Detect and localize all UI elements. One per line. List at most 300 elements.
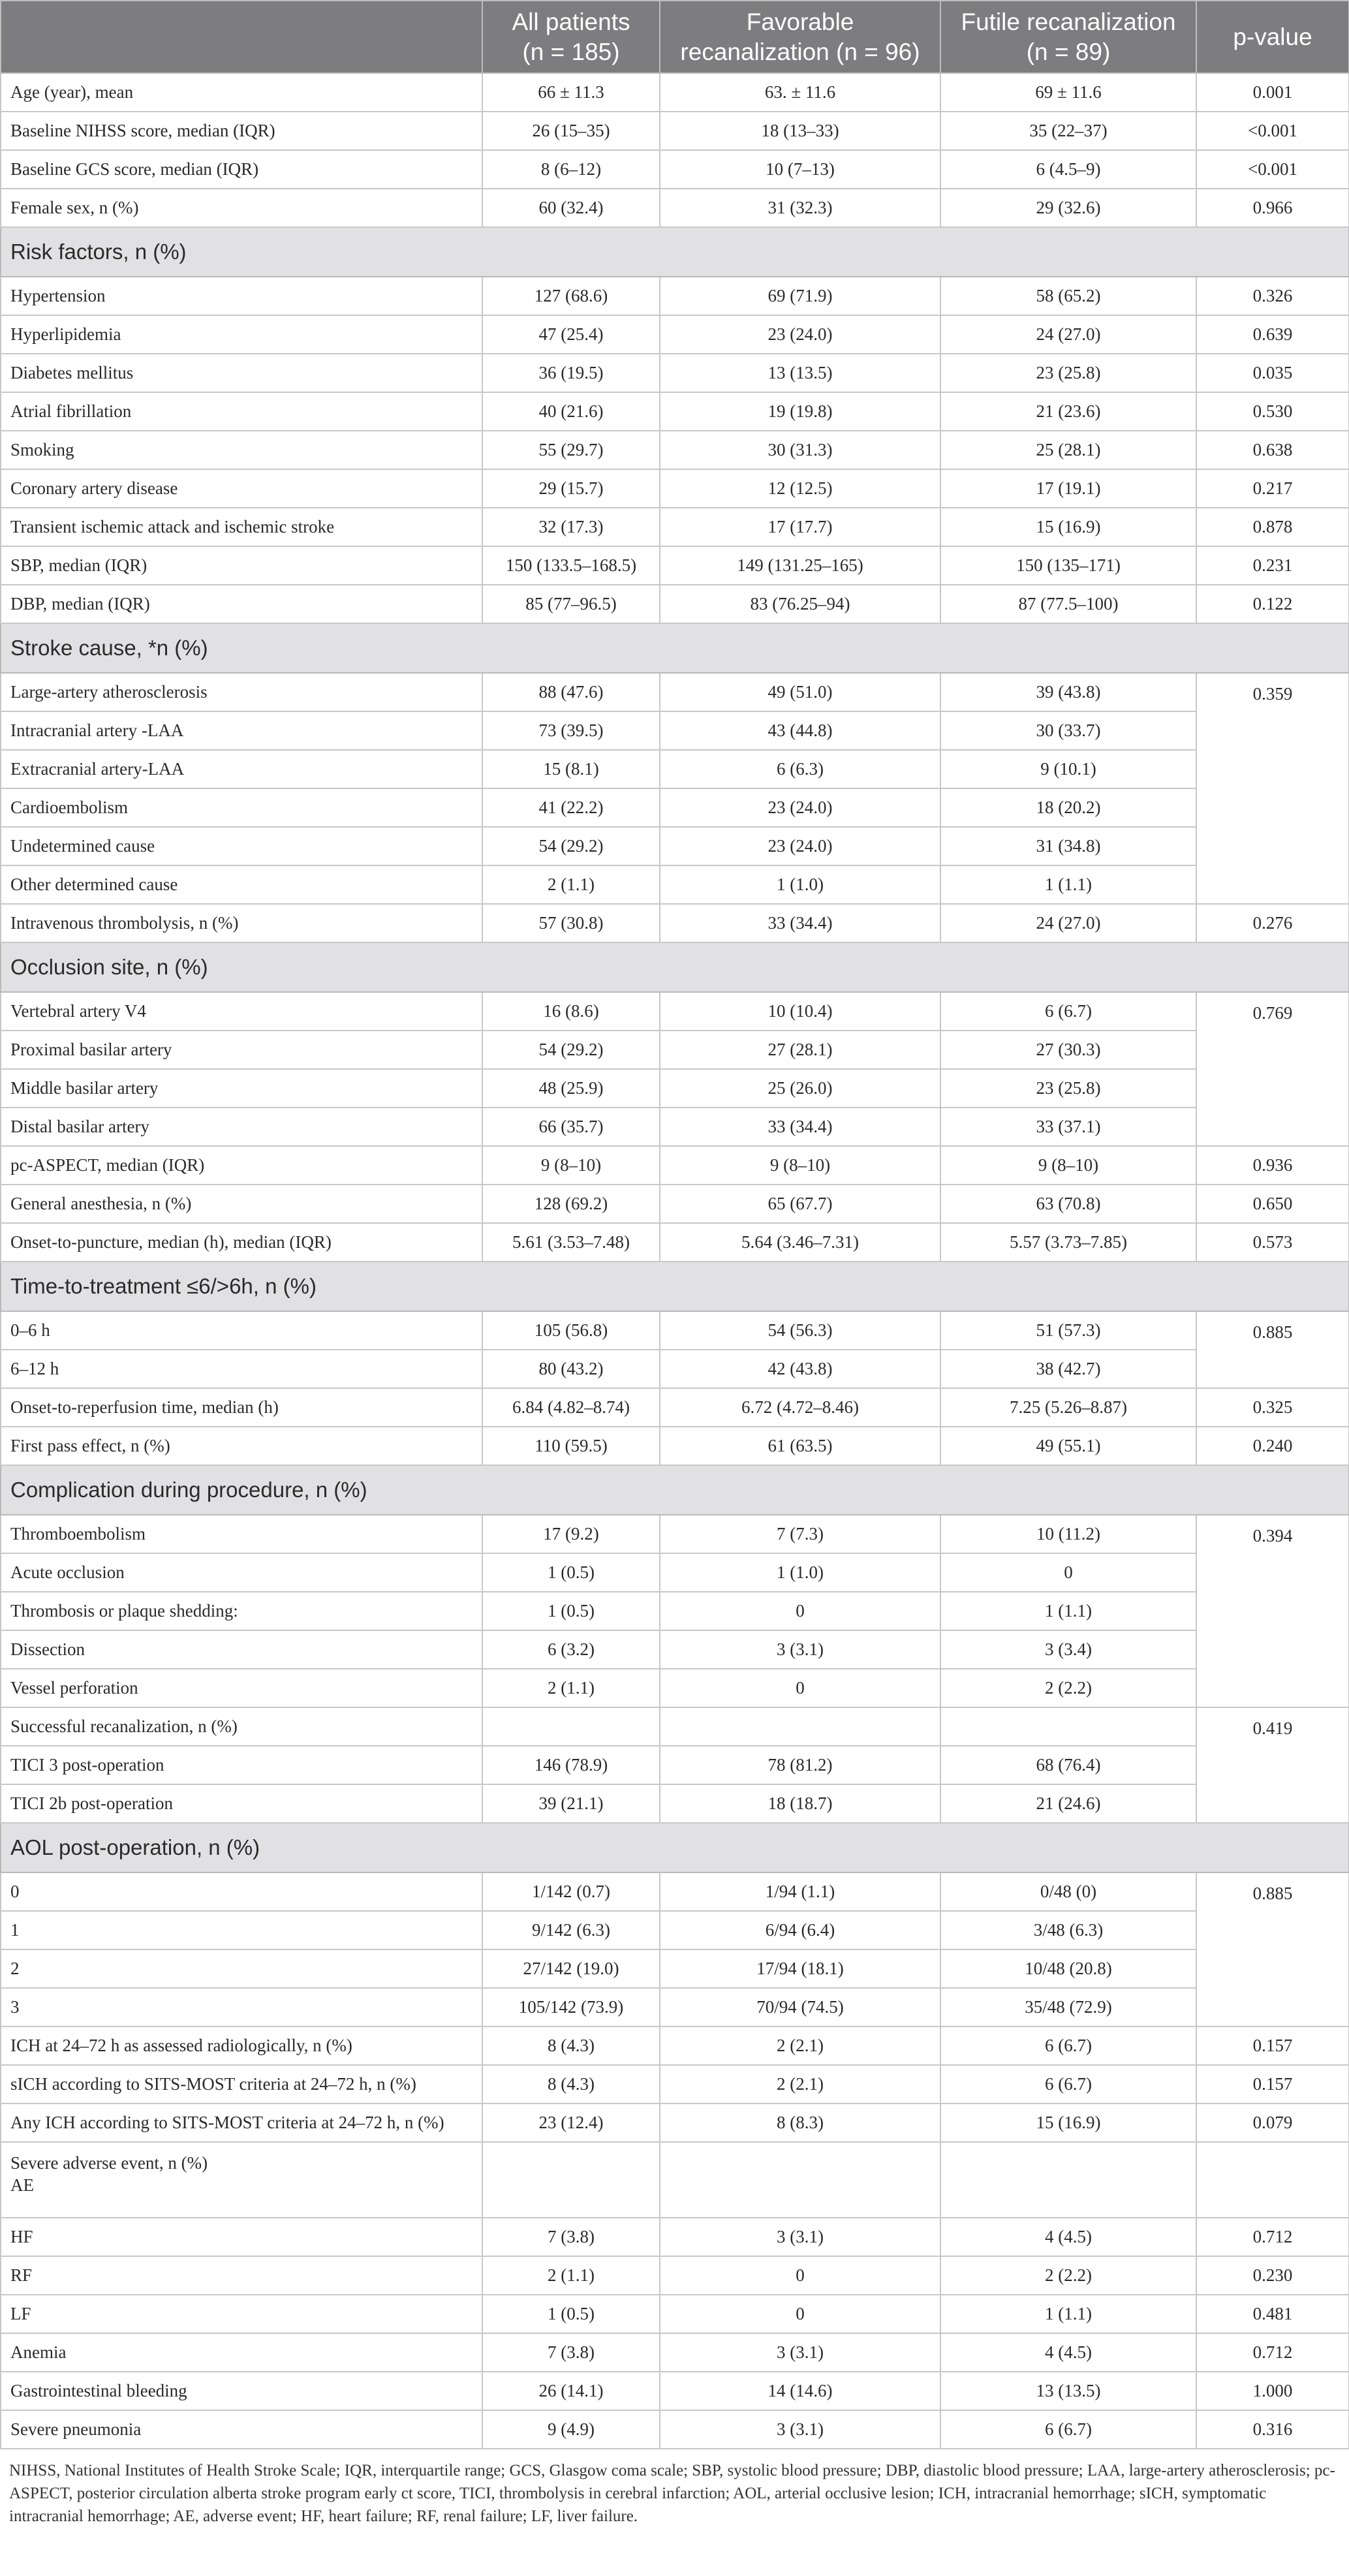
cell-favorable: 17 (17.7) — [660, 508, 940, 546]
cell-futile: 6 (6.7) — [940, 2410, 1196, 2449]
row-label: Atrial fibrillation — [1, 392, 482, 431]
cell-futile: 2 (2.2) — [940, 1669, 1196, 1707]
cell-favorable: 6 (6.3) — [660, 750, 940, 788]
cell-all-patients: 54 (29.2) — [482, 1031, 660, 1069]
cell-futile: 9 (8–10) — [940, 1146, 1196, 1185]
table-row — [1, 1515, 1349, 1553]
table-row — [1, 315, 1349, 354]
cell-p-value: 0.122 — [1196, 585, 1349, 623]
cell-all-patients: 2 (1.1) — [482, 1669, 660, 1707]
cell-all-patients: 29 (15.7) — [482, 469, 660, 508]
cell-futile: 6 (6.7) — [940, 2026, 1196, 2065]
section-title: Risk factors, n (%) — [1, 227, 1349, 277]
cell-futile: 5.57 (3.73–7.85) — [940, 1223, 1196, 1262]
row-label-line: Severe adverse event, n (%) — [10, 2153, 208, 2173]
cell-favorable: 42 (43.8) — [660, 1350, 940, 1388]
cell-futile: 17 (19.1) — [940, 469, 1196, 508]
cell-all-patients: 26 (15–35) — [482, 112, 660, 150]
cell-futile: 1 (1.1) — [940, 865, 1196, 904]
cell-p-value: 0.573 — [1196, 1223, 1349, 1262]
table-row — [1, 1311, 1349, 1350]
cell-favorable: 25 (26.0) — [660, 1069, 940, 1108]
cell-favorable — [660, 1707, 940, 1746]
cell-favorable: 14 (14.6) — [660, 2372, 940, 2410]
row-label — [1, 2142, 482, 2218]
cell-all-patients: 55 (29.7) — [482, 431, 660, 469]
row-label: Acute occlusion — [1, 1553, 482, 1592]
row-label: TICI 2b post-operation — [1, 1784, 482, 1823]
table-row — [1, 585, 1349, 623]
cell-futile: 35 (22–37) — [940, 112, 1196, 150]
cell-favorable: 2 (2.1) — [660, 2026, 940, 2065]
row-label: First pass effect, n (%) — [1, 1427, 482, 1465]
cell-p-value: 0.530 — [1196, 392, 1349, 431]
cell-futile: 0 — [940, 1553, 1196, 1592]
cell-futile: 58 (65.2) — [940, 277, 1196, 315]
cell-all-patients: 73 (39.5) — [482, 711, 660, 750]
cell-all-patients — [482, 2142, 660, 2218]
row-label: Onset-to-reperfusion time, median (h) — [1, 1388, 482, 1427]
section-title: Occlusion site, n (%) — [1, 942, 1349, 992]
cell-p-value: 0.936 — [1196, 1146, 1349, 1185]
cell-p-value: 0.325 — [1196, 1388, 1349, 1427]
cell-futile: 63 (70.8) — [940, 1185, 1196, 1223]
row-label: Female sex, n (%) — [1, 189, 482, 227]
section-title: AOL post-operation, n (%) — [1, 1823, 1349, 1872]
cell-favorable: 0 — [660, 1592, 940, 1630]
cell-all-patients: 17 (9.2) — [482, 1515, 660, 1553]
table-row — [1, 112, 1349, 150]
header-favorable-n: recanalization (n = 96) — [680, 38, 920, 65]
cell-all-patients: 66 ± 11.3 — [482, 73, 660, 112]
row-label: Large-artery atherosclerosis — [1, 673, 482, 711]
cell-futile: 49 (55.1) — [940, 1427, 1196, 1465]
table-row — [1, 1592, 1349, 1630]
row-label: LF — [1, 2295, 482, 2333]
cell-favorable: 3 (3.1) — [660, 1630, 940, 1669]
cell-favorable: 65 (67.7) — [660, 1185, 940, 1223]
table-row — [1, 1185, 1349, 1223]
table-row — [1, 1427, 1349, 1465]
table-row — [1, 2256, 1349, 2295]
table-row — [1, 1746, 1349, 1784]
cell-favorable: 33 (34.4) — [660, 1108, 940, 1146]
header-all-patients — [482, 1, 660, 73]
cell-p-value: 0.885 — [1196, 1311, 1349, 1388]
row-label: Transient ischemic attack and ischemic stroke — [1, 508, 482, 546]
cell-futile: 3/48 (6.3) — [940, 1911, 1196, 1949]
cell-all-patients: 6.84 (4.82–8.74) — [482, 1388, 660, 1427]
cell-p-value: 0.316 — [1196, 2410, 1349, 2449]
cell-all-patients: 80 (43.2) — [482, 1350, 660, 1388]
row-label: Proximal basilar artery — [1, 1031, 482, 1069]
cell-all-patients: 2 (1.1) — [482, 2256, 660, 2295]
cell-all-patients: 1 (0.5) — [482, 1553, 660, 1592]
cell-all-patients: 26 (14.1) — [482, 2372, 660, 2410]
cell-futile: 33 (37.1) — [940, 1108, 1196, 1146]
row-label: Distal basilar artery — [1, 1108, 482, 1146]
cell-favorable: 7 (7.3) — [660, 1515, 940, 1553]
table-row — [1, 431, 1349, 469]
section-title: Complication during procedure, n (%) — [1, 1465, 1349, 1515]
table-row — [1, 2065, 1349, 2103]
row-label: 0 — [1, 1872, 482, 1911]
row-label: Intravenous thrombolysis, n (%) — [1, 904, 482, 942]
cell-favorable: 6/94 (6.4) — [660, 1911, 940, 1949]
cell-futile: 150 (135–171) — [940, 546, 1196, 585]
section-header-row — [1, 942, 1349, 992]
table-row — [1, 1069, 1349, 1108]
section-header-row — [1, 1823, 1349, 1872]
cell-p-value: 0.240 — [1196, 1427, 1349, 1465]
cell-futile: 31 (34.8) — [940, 827, 1196, 865]
table-footnote: NIHSS, National Institutes of Health Stroke Scale; IQR, interquartile range; GCS, Glasgow coma scale; SBP, systolic blood pressure; DBP, diastolic blood pressure; LAA, large-artery atherosclerosis; pc-ASPECT, posterior circulation alberta stroke program early ct score, TICI, thrombolysis in cerebral infarction; AOL, arterial occlusive lesion; ICH, intracranial hemorrhage; sICH, symptomatic intracranial hemorrhage; AE, adverse event; HF, heart failure; RF, renal failure; LF, liver failure. — [9, 2462, 1335, 2525]
cell-futile: 87 (77.5–100) — [940, 585, 1196, 623]
cell-all-patients: 36 (19.5) — [482, 354, 660, 392]
cell-favorable: 70/94 (74.5) — [660, 1988, 940, 2026]
row-label: SBP, median (IQR) — [1, 546, 482, 585]
row-label: Middle basilar artery — [1, 1069, 482, 1108]
cell-favorable: 27 (28.1) — [660, 1031, 940, 1069]
cell-all-patients: 27/142 (19.0) — [482, 1949, 660, 1988]
cell-all-patients: 23 (12.4) — [482, 2103, 660, 2142]
row-label: 3 — [1, 1988, 482, 2026]
cell-favorable: 23 (24.0) — [660, 827, 940, 865]
row-label: Extracranial artery-LAA — [1, 750, 482, 788]
row-label: 6–12 h — [1, 1350, 482, 1388]
cell-all-patients: 40 (21.6) — [482, 392, 660, 431]
cell-favorable: 43 (44.8) — [660, 711, 940, 750]
cell-all-patients: 41 (22.2) — [482, 788, 660, 827]
cell-futile: 18 (20.2) — [940, 788, 1196, 827]
table-row — [1, 865, 1349, 904]
cell-futile: 24 (27.0) — [940, 315, 1196, 354]
row-label: Baseline GCS score, median (IQR) — [1, 150, 482, 189]
cell-futile — [940, 2142, 1196, 2218]
cell-favorable: 30 (31.3) — [660, 431, 940, 469]
cell-futile: 6 (6.7) — [940, 992, 1196, 1031]
header-futile-label: Futile recanalization — [961, 8, 1176, 35]
cell-favorable: 63. ± 11.6 — [660, 73, 940, 112]
cell-futile: 25 (28.1) — [940, 431, 1196, 469]
cell-futile: 35/48 (72.9) — [940, 1988, 1196, 2026]
cell-favorable: 54 (56.3) — [660, 1311, 940, 1350]
row-label: Age (year), mean — [1, 73, 482, 112]
table-row — [1, 150, 1349, 189]
table-row — [1, 1949, 1349, 1988]
cell-favorable: 10 (7–13) — [660, 150, 940, 189]
cell-p-value: 0.079 — [1196, 2103, 1349, 2142]
row-label: Severe pneumonia — [1, 2410, 482, 2449]
cell-all-patients: 7 (3.8) — [482, 2333, 660, 2372]
cell-p-value: 0.217 — [1196, 469, 1349, 508]
cell-favorable: 78 (81.2) — [660, 1746, 940, 1784]
table-row — [1, 469, 1349, 508]
section-title: Stroke cause, *n (%) — [1, 623, 1349, 673]
header-futile-n: (n = 89) — [1026, 38, 1111, 65]
cell-favorable: 3 (3.1) — [660, 2410, 940, 2449]
cell-favorable: 83 (76.25–94) — [660, 585, 940, 623]
cell-p-value: 0.359 — [1196, 673, 1349, 904]
cell-p-value: 0.639 — [1196, 315, 1349, 354]
cell-favorable: 0 — [660, 2256, 940, 2295]
cell-futile: 4 (4.5) — [940, 2218, 1196, 2256]
cell-futile: 1 (1.1) — [940, 2295, 1196, 2333]
cell-all-patients: 16 (8.6) — [482, 992, 660, 1031]
cell-favorable: 61 (63.5) — [660, 1427, 940, 1465]
cell-futile: 6 (4.5–9) — [940, 150, 1196, 189]
cell-all-patients: 7 (3.8) — [482, 2218, 660, 2256]
cell-all-patients: 105 (56.8) — [482, 1311, 660, 1350]
cell-favorable: 3 (3.1) — [660, 2333, 940, 2372]
table-row — [1, 1630, 1349, 1669]
table-row — [1, 2295, 1349, 2333]
row-label: Vessel perforation — [1, 1669, 482, 1707]
cell-all-patients: 8 (4.3) — [482, 2026, 660, 2065]
row-label: Onset-to-puncture, median (h), median (IQR) — [1, 1223, 482, 1262]
cell-p-value: 0.001 — [1196, 73, 1349, 112]
table-row — [1, 992, 1349, 1031]
row-label: HF — [1, 2218, 482, 2256]
header-futile — [940, 1, 1196, 73]
cell-futile: 39 (43.8) — [940, 673, 1196, 711]
cell-p-value: 0.276 — [1196, 904, 1349, 942]
cell-all-patients: 85 (77–96.5) — [482, 585, 660, 623]
cell-p-value: 0.966 — [1196, 189, 1349, 227]
cell-futile: 9 (10.1) — [940, 750, 1196, 788]
table-row — [1, 1388, 1349, 1427]
table-body — [1, 73, 1349, 2449]
cell-futile: 21 (23.6) — [940, 392, 1196, 431]
section-header-row — [1, 623, 1349, 673]
cell-all-patients: 105/142 (73.9) — [482, 1988, 660, 2026]
cell-futile: 30 (33.7) — [940, 711, 1196, 750]
cell-futile: 15 (16.9) — [940, 2103, 1196, 2142]
header-variable — [1, 1, 482, 73]
cell-favorable: 33 (34.4) — [660, 904, 940, 942]
cell-all-patients: 47 (25.4) — [482, 315, 660, 354]
table-row — [1, 392, 1349, 431]
cell-p-value: 0.769 — [1196, 992, 1349, 1146]
cell-futile: 1 (1.1) — [940, 1592, 1196, 1630]
cell-favorable: 19 (19.8) — [660, 392, 940, 431]
cell-p-value: 0.712 — [1196, 2218, 1349, 2256]
table-row — [1, 1669, 1349, 1707]
cell-favorable: 23 (24.0) — [660, 788, 940, 827]
cell-futile: 7.25 (5.26–8.87) — [940, 1388, 1196, 1427]
row-label: Diabetes mellitus — [1, 354, 482, 392]
cell-all-patients: 32 (17.3) — [482, 508, 660, 546]
row-label: Thromboembolism — [1, 1515, 482, 1553]
cell-favorable: 3 (3.1) — [660, 2218, 940, 2256]
cell-favorable: 13 (13.5) — [660, 354, 940, 392]
row-label: Hyperlipidemia — [1, 315, 482, 354]
cell-all-patients: 1/142 (0.7) — [482, 1872, 660, 1911]
table-row — [1, 2218, 1349, 2256]
cell-futile: 24 (27.0) — [940, 904, 1196, 942]
table-row — [1, 546, 1349, 585]
row-label: 2 — [1, 1949, 482, 1988]
cell-all-patients: 9/142 (6.3) — [482, 1911, 660, 1949]
cell-all-patients: 110 (59.5) — [482, 1427, 660, 1465]
section-title: Time-to-treatment ≤6/>6h, n (%) — [1, 1262, 1349, 1311]
table-row — [1, 1108, 1349, 1146]
header-row — [1, 1, 1349, 73]
row-label: sICH according to SITS-MOST criteria at 24–72 h, n (%) — [1, 2065, 482, 2103]
cell-favorable: 2 (2.1) — [660, 2065, 940, 2103]
table-row — [1, 711, 1349, 750]
cell-p-value: 0.878 — [1196, 508, 1349, 546]
cell-favorable: 1/94 (1.1) — [660, 1872, 940, 1911]
cell-futile: 0/48 (0) — [940, 1872, 1196, 1911]
table-row — [1, 673, 1349, 711]
cell-all-patients: 88 (47.6) — [482, 673, 660, 711]
cell-all-patients: 9 (4.9) — [482, 2410, 660, 2449]
row-label-sub: AE — [10, 2175, 34, 2195]
cell-all-patients: 1 (0.5) — [482, 1592, 660, 1630]
table-row — [1, 1784, 1349, 1823]
cell-all-patients: 60 (32.4) — [482, 189, 660, 227]
cell-favorable: 17/94 (18.1) — [660, 1949, 940, 1988]
cell-all-patients: 127 (68.6) — [482, 277, 660, 315]
cell-p-value: <0.001 — [1196, 150, 1349, 189]
table-row — [1, 508, 1349, 546]
table-row — [1, 1553, 1349, 1592]
cell-p-value: 0.157 — [1196, 2065, 1349, 2103]
table-row — [1, 2103, 1349, 2142]
cell-favorable: 31 (32.3) — [660, 189, 940, 227]
cell-futile: 27 (30.3) — [940, 1031, 1196, 1069]
header-favorable-label: Favorable — [746, 8, 854, 35]
cell-favorable: 1 (1.0) — [660, 1553, 940, 1592]
row-label: 0–6 h — [1, 1311, 482, 1350]
row-label: 1 — [1, 1911, 482, 1949]
section-header-row — [1, 1465, 1349, 1515]
table-row — [1, 1911, 1349, 1949]
table-row — [1, 788, 1349, 827]
cell-favorable: 18 (18.7) — [660, 1784, 940, 1823]
row-label: Vertebral artery V4 — [1, 992, 482, 1031]
table-row — [1, 750, 1349, 788]
header-p-value: p-value — [1196, 1, 1349, 73]
row-label: Dissection — [1, 1630, 482, 1669]
cell-favorable: 12 (12.5) — [660, 469, 940, 508]
header-favorable — [660, 1, 940, 73]
table-header — [1, 1, 1349, 73]
table-row — [1, 1988, 1349, 2026]
cell-p-value: 0.712 — [1196, 2333, 1349, 2372]
table-row — [1, 2142, 1349, 2218]
cell-futile: 23 (25.8) — [940, 354, 1196, 392]
table-row — [1, 1350, 1349, 1388]
cell-futile: 10/48 (20.8) — [940, 1949, 1196, 1988]
cell-all-patients: 39 (21.1) — [482, 1784, 660, 1823]
table-row — [1, 1223, 1349, 1262]
cell-futile: 13 (13.5) — [940, 2372, 1196, 2410]
cell-favorable: 23 (24.0) — [660, 315, 940, 354]
cell-all-patients — [482, 1707, 660, 1746]
cell-favorable: 9 (8–10) — [660, 1146, 940, 1185]
table-row — [1, 2026, 1349, 2065]
cell-favorable: 0 — [660, 2295, 940, 2333]
cell-futile: 3 (3.4) — [940, 1630, 1196, 1669]
cell-favorable — [660, 2142, 940, 2218]
table-row — [1, 2372, 1349, 2410]
cell-p-value: 0.638 — [1196, 431, 1349, 469]
table-row — [1, 1031, 1349, 1069]
cell-favorable: 18 (13–33) — [660, 112, 940, 150]
row-label: Intracranial artery -LAA — [1, 711, 482, 750]
cell-p-value: 0.419 — [1196, 1707, 1349, 1823]
table-row — [1, 1707, 1349, 1746]
row-label: Baseline NIHSS score, median (IQR) — [1, 112, 482, 150]
row-label: TICI 3 post-operation — [1, 1746, 482, 1784]
row-label: General anesthesia, n (%) — [1, 1185, 482, 1223]
cell-futile: 15 (16.9) — [940, 508, 1196, 546]
cell-all-patients: 128 (69.2) — [482, 1185, 660, 1223]
row-label: Other determined cause — [1, 865, 482, 904]
cell-futile: 29 (32.6) — [940, 189, 1196, 227]
table-row — [1, 827, 1349, 865]
cell-p-value: 0.394 — [1196, 1515, 1349, 1707]
table-row — [1, 189, 1349, 227]
cell-all-patients: 54 (29.2) — [482, 827, 660, 865]
table-row — [1, 277, 1349, 315]
table-row — [1, 73, 1349, 112]
row-label: Cardioembolism — [1, 788, 482, 827]
cell-p-value: 1.000 — [1196, 2372, 1349, 2410]
cell-all-patients: 1 (0.5) — [482, 2295, 660, 2333]
row-label: Any ICH according to SITS-MOST criteria at 24–72 h, n (%) — [1, 2103, 482, 2142]
header-all-patients-n: (n = 185) — [522, 38, 620, 65]
cell-favorable: 149 (131.25–165) — [660, 546, 940, 585]
table-row — [1, 904, 1349, 942]
cell-p-value: 0.231 — [1196, 546, 1349, 585]
cell-all-patients: 15 (8.1) — [482, 750, 660, 788]
cell-futile: 4 (4.5) — [940, 2333, 1196, 2372]
cell-futile — [940, 1707, 1196, 1746]
cell-p-value: 0.481 — [1196, 2295, 1349, 2333]
cell-all-patients: 8 (4.3) — [482, 2065, 660, 2103]
cell-all-patients: 146 (78.9) — [482, 1746, 660, 1784]
cell-all-patients: 2 (1.1) — [482, 865, 660, 904]
cell-all-patients: 57 (30.8) — [482, 904, 660, 942]
cell-futile: 38 (42.7) — [940, 1350, 1196, 1388]
row-label: Thrombosis or plaque shedding: — [1, 1592, 482, 1630]
cell-futile: 10 (11.2) — [940, 1515, 1196, 1553]
table-row — [1, 2410, 1349, 2449]
cell-all-patients: 66 (35.7) — [482, 1108, 660, 1146]
cell-futile: 23 (25.8) — [940, 1069, 1196, 1108]
cell-p-value: <0.001 — [1196, 112, 1349, 150]
cell-futile: 6 (6.7) — [940, 2065, 1196, 2103]
row-label: ICH at 24–72 h as assessed radiologically, n (%) — [1, 2026, 482, 2065]
cell-favorable: 10 (10.4) — [660, 992, 940, 1031]
cell-p-value: 0.035 — [1196, 354, 1349, 392]
cell-favorable: 5.64 (3.46–7.31) — [660, 1223, 940, 1262]
cell-p-value: 0.157 — [1196, 2026, 1349, 2065]
row-label: pc-ASPECT, median (IQR) — [1, 1146, 482, 1185]
table-row — [1, 354, 1349, 392]
section-header-row — [1, 227, 1349, 277]
cell-p-value: 0.230 — [1196, 2256, 1349, 2295]
cell-futile: 51 (57.3) — [940, 1311, 1196, 1350]
cell-p-value — [1196, 2142, 1349, 2218]
cell-favorable: 8 (8.3) — [660, 2103, 940, 2142]
row-label: DBP, median (IQR) — [1, 585, 482, 623]
table-row — [1, 2333, 1349, 2372]
cell-all-patients: 150 (133.5–168.5) — [482, 546, 660, 585]
